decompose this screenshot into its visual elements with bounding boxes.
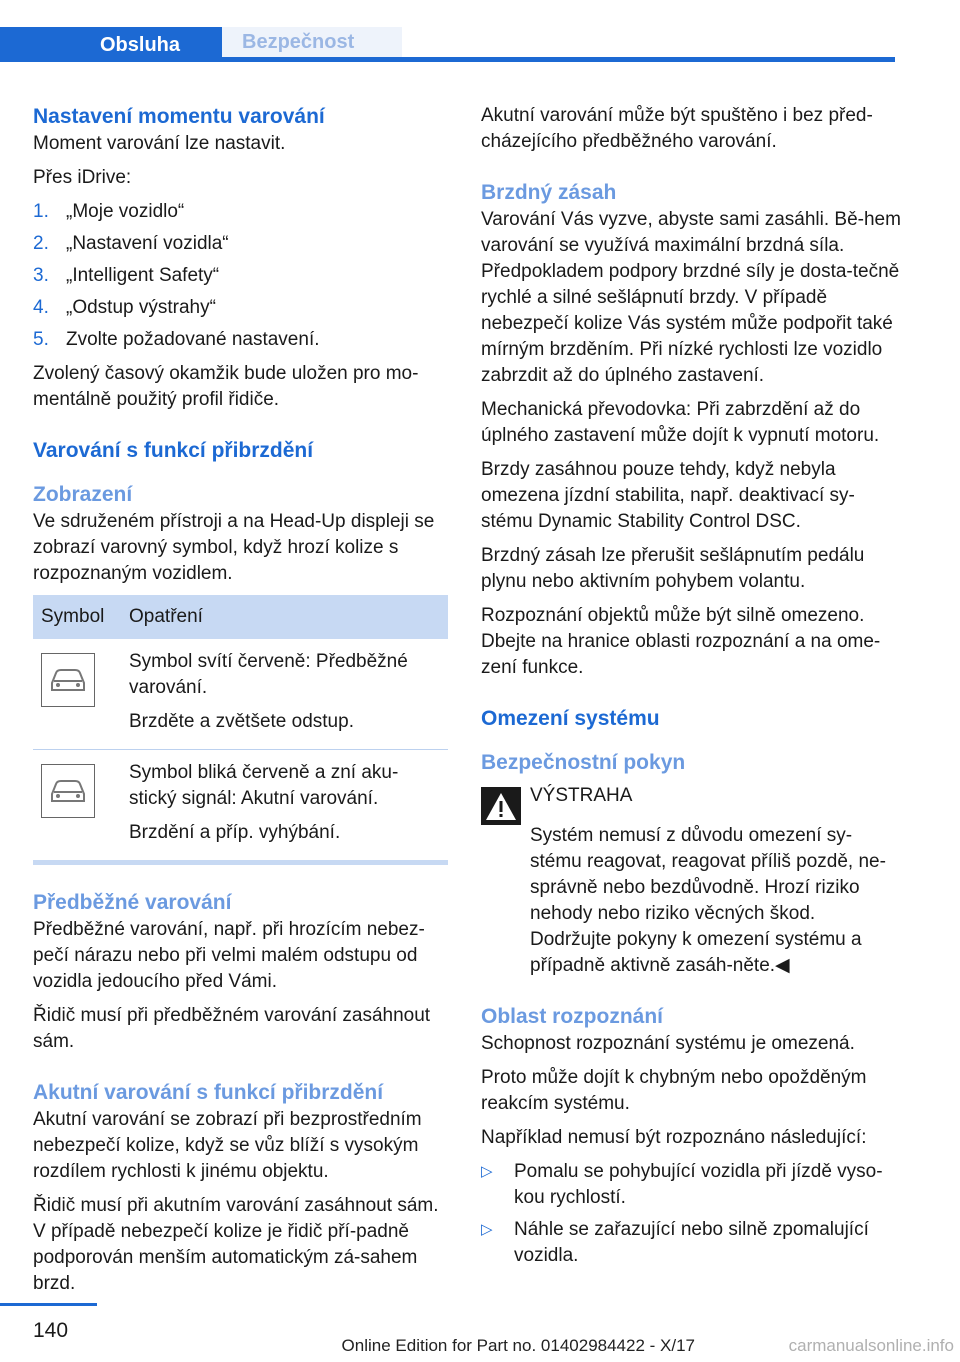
paragraph: Předběžné varování, např. při hrozícím nebez‐pečí nárazu nebo při velmi malém odstupu od vozidla jedoucího před Vámi.	[33, 919, 425, 992]
table-cell-text: Symbol bliká červeně a zní aku‐stický signál: Akutní varování.	[129, 762, 399, 809]
step-number: 2.	[33, 233, 49, 254]
car-warning-icon	[41, 653, 95, 707]
paragraph: Například nemusí být rozpoznáno následující:	[481, 1127, 867, 1148]
chapter-tabs	[0, 27, 895, 62]
footer-rule	[0, 1303, 97, 1306]
subsection-title-detection-area: Oblast rozpoznání	[481, 1005, 664, 1028]
bullet-text: Pomalu se pohybující vozidla při jízdě vyso‐kou rychlostí.	[514, 1161, 883, 1208]
steps-list	[33, 199, 448, 353]
right-column	[481, 103, 901, 1275]
list-item	[481, 1159, 901, 1211]
step-number: 1.	[33, 201, 49, 222]
paragraph: Schopnost rozpoznání systému je omezená.	[481, 1033, 855, 1054]
subsection-title-safety-note: Bezpečnostní pokyn	[481, 751, 686, 774]
paragraph: Mechanická převodovka: Při zabrzdění až do úplného zastavení může dojít k vypnutí motoru.	[481, 399, 880, 446]
warning-text: Systém nemusí z důvodu omezení sy‐stému reagovat, reagovat příliš pozdě, ne‐správně nebo bezdůvodně. Hrozí riziko nehody nebo riziko věcných škod. Dodržujte pokyny k omezení systému a případně aktivně zasáh‐něte.◀	[530, 825, 886, 976]
table-header-row	[33, 595, 448, 639]
bullet-triangle-icon: ▷	[481, 1163, 493, 1180]
page-number: 140	[33, 1319, 69, 1342]
list-item	[33, 263, 448, 289]
watermark-text: carmanualsonline.info	[788, 1336, 954, 1355]
paragraph: Ve sdruženém přístroji a na Head-Up displeji se zobrazí varovný symbol, když hrozí kolize s rozpoznaným vozidlem.	[33, 511, 435, 584]
paragraph: Zvolený časový okamžik bude uložen pro mo‐mentálně použitý profil řidiče.	[33, 363, 419, 410]
table-cell-text: Symbol svítí červeně: Předběžné varování.	[129, 651, 408, 698]
table-row	[33, 639, 448, 750]
paragraph: Rozpoznání objektů může být silně omezeno. Dbejte na hranice oblasti rozpoznání a na ome‐zení funkce.	[481, 605, 881, 678]
tab-bezpecnost[interactable]: Bezpečnost	[222, 27, 402, 57]
paragraph: Akutní varování se zobrazí při bezprostředním nebezpečí kolize, když se vůz blíží s vysokým rozdílem rychlosti k jinému objektu.	[33, 1109, 422, 1182]
table-cell	[121, 639, 448, 750]
warning-heading: VÝSTRAHA	[530, 785, 633, 806]
step-number: 5.	[33, 329, 49, 350]
step-text: „Nastavení vozidla“	[66, 233, 229, 254]
subsection-title-display: Zobrazení	[33, 483, 133, 506]
section-title-limitations: Omezení systému	[481, 707, 660, 730]
paragraph: Varování Vás vyzve, abyste sami zasáhli. Bě‐hem varování se využívá maximální brzdná síla. Předpokladem podpory brzdné síly je dosta‐tečně rychlé a silné sešlápnutí brzdy. V případě nebezpečí kolize Vás systém může podpořit také mírným brzděním. Při nízké rychlosti lze vozidlo zabrzdit až do úplného zastavení.	[481, 209, 901, 386]
paragraph: Brzdy zasáhnou pouze tehdy, když nebyla omezena jízdní stabilita, např. deaktivací sy‐stému Dynamic Stability Control DSC.	[481, 459, 855, 532]
subsection-title-acute-warning: Akutní varování s funkcí přibrzdění	[33, 1081, 384, 1104]
step-text: „Odstup výstrahy“	[66, 297, 216, 318]
bullet-text: Náhle se zařazující nebo silně zpomalující vozidla.	[514, 1219, 869, 1266]
warning-block	[481, 783, 901, 825]
paragraph: Proto může dojít k chybným nebo opožděným reakcím systému.	[481, 1067, 867, 1114]
step-text: „Moje vozidlo“	[66, 201, 185, 222]
warning-triangle-icon	[481, 787, 521, 825]
header-rule	[0, 57, 895, 62]
subsection-title-pre-warning: Předběžné varování	[33, 891, 232, 914]
table-cell	[121, 750, 448, 863]
paragraph: Řidič musí při akutním varování zasáhnout sám. V případě nebezpečí kolize je řidič pří‐padně podporován menším automatickým zá‐sahem brzd.	[33, 1195, 439, 1294]
subsection-title-braking: Brzdný zásah	[481, 181, 617, 204]
table-cell	[33, 639, 121, 750]
step-number: 4.	[33, 297, 49, 318]
paragraph: Akutní varování může být spuštěno i bez před‐cházejícího předběžného varování.	[481, 105, 873, 152]
table-header: Symbol	[33, 595, 121, 639]
section-title-braking-warning: Varování s funkcí přibrzdění	[33, 439, 314, 462]
bullet-triangle-icon: ▷	[481, 1221, 493, 1238]
paragraph: Řidič musí při předběžném varování zasáhnout sám.	[33, 1005, 431, 1052]
step-text: „Intelligent Safety“	[66, 265, 220, 286]
section-title-warning-moment: Nastavení momentu varování	[33, 105, 325, 128]
step-text: Zvolte požadované nastavení.	[66, 329, 320, 350]
table-header: Opatření	[121, 595, 448, 639]
left-column	[33, 103, 448, 1305]
table-cell	[33, 750, 121, 863]
car-warning-icon	[41, 764, 95, 818]
table-cell-text: Brzděte a zvětšete odstup.	[129, 711, 354, 732]
paragraph: Brzdný zásah lze přerušit sešlápnutím pedálu plynu nebo aktivním pohybem volantu.	[481, 545, 865, 592]
table-row	[33, 750, 448, 863]
list-item	[481, 1217, 901, 1269]
table-cell-text: Brzdění a příp. vyhýbání.	[129, 822, 341, 843]
paragraph: Přes iDrive:	[33, 167, 132, 188]
paragraph: Moment varování lze nastavit.	[33, 133, 286, 154]
symbol-table	[33, 595, 448, 865]
list-item	[33, 199, 448, 225]
tab-obsluha[interactable]: Obsluha	[0, 27, 222, 62]
step-number: 3.	[33, 265, 49, 286]
list-item	[33, 327, 448, 353]
list-item	[33, 295, 448, 321]
bullet-list	[481, 1159, 901, 1269]
edition-text: Online Edition for Part no. 01402984422 - X/17	[341, 1336, 695, 1355]
list-item	[33, 231, 448, 257]
